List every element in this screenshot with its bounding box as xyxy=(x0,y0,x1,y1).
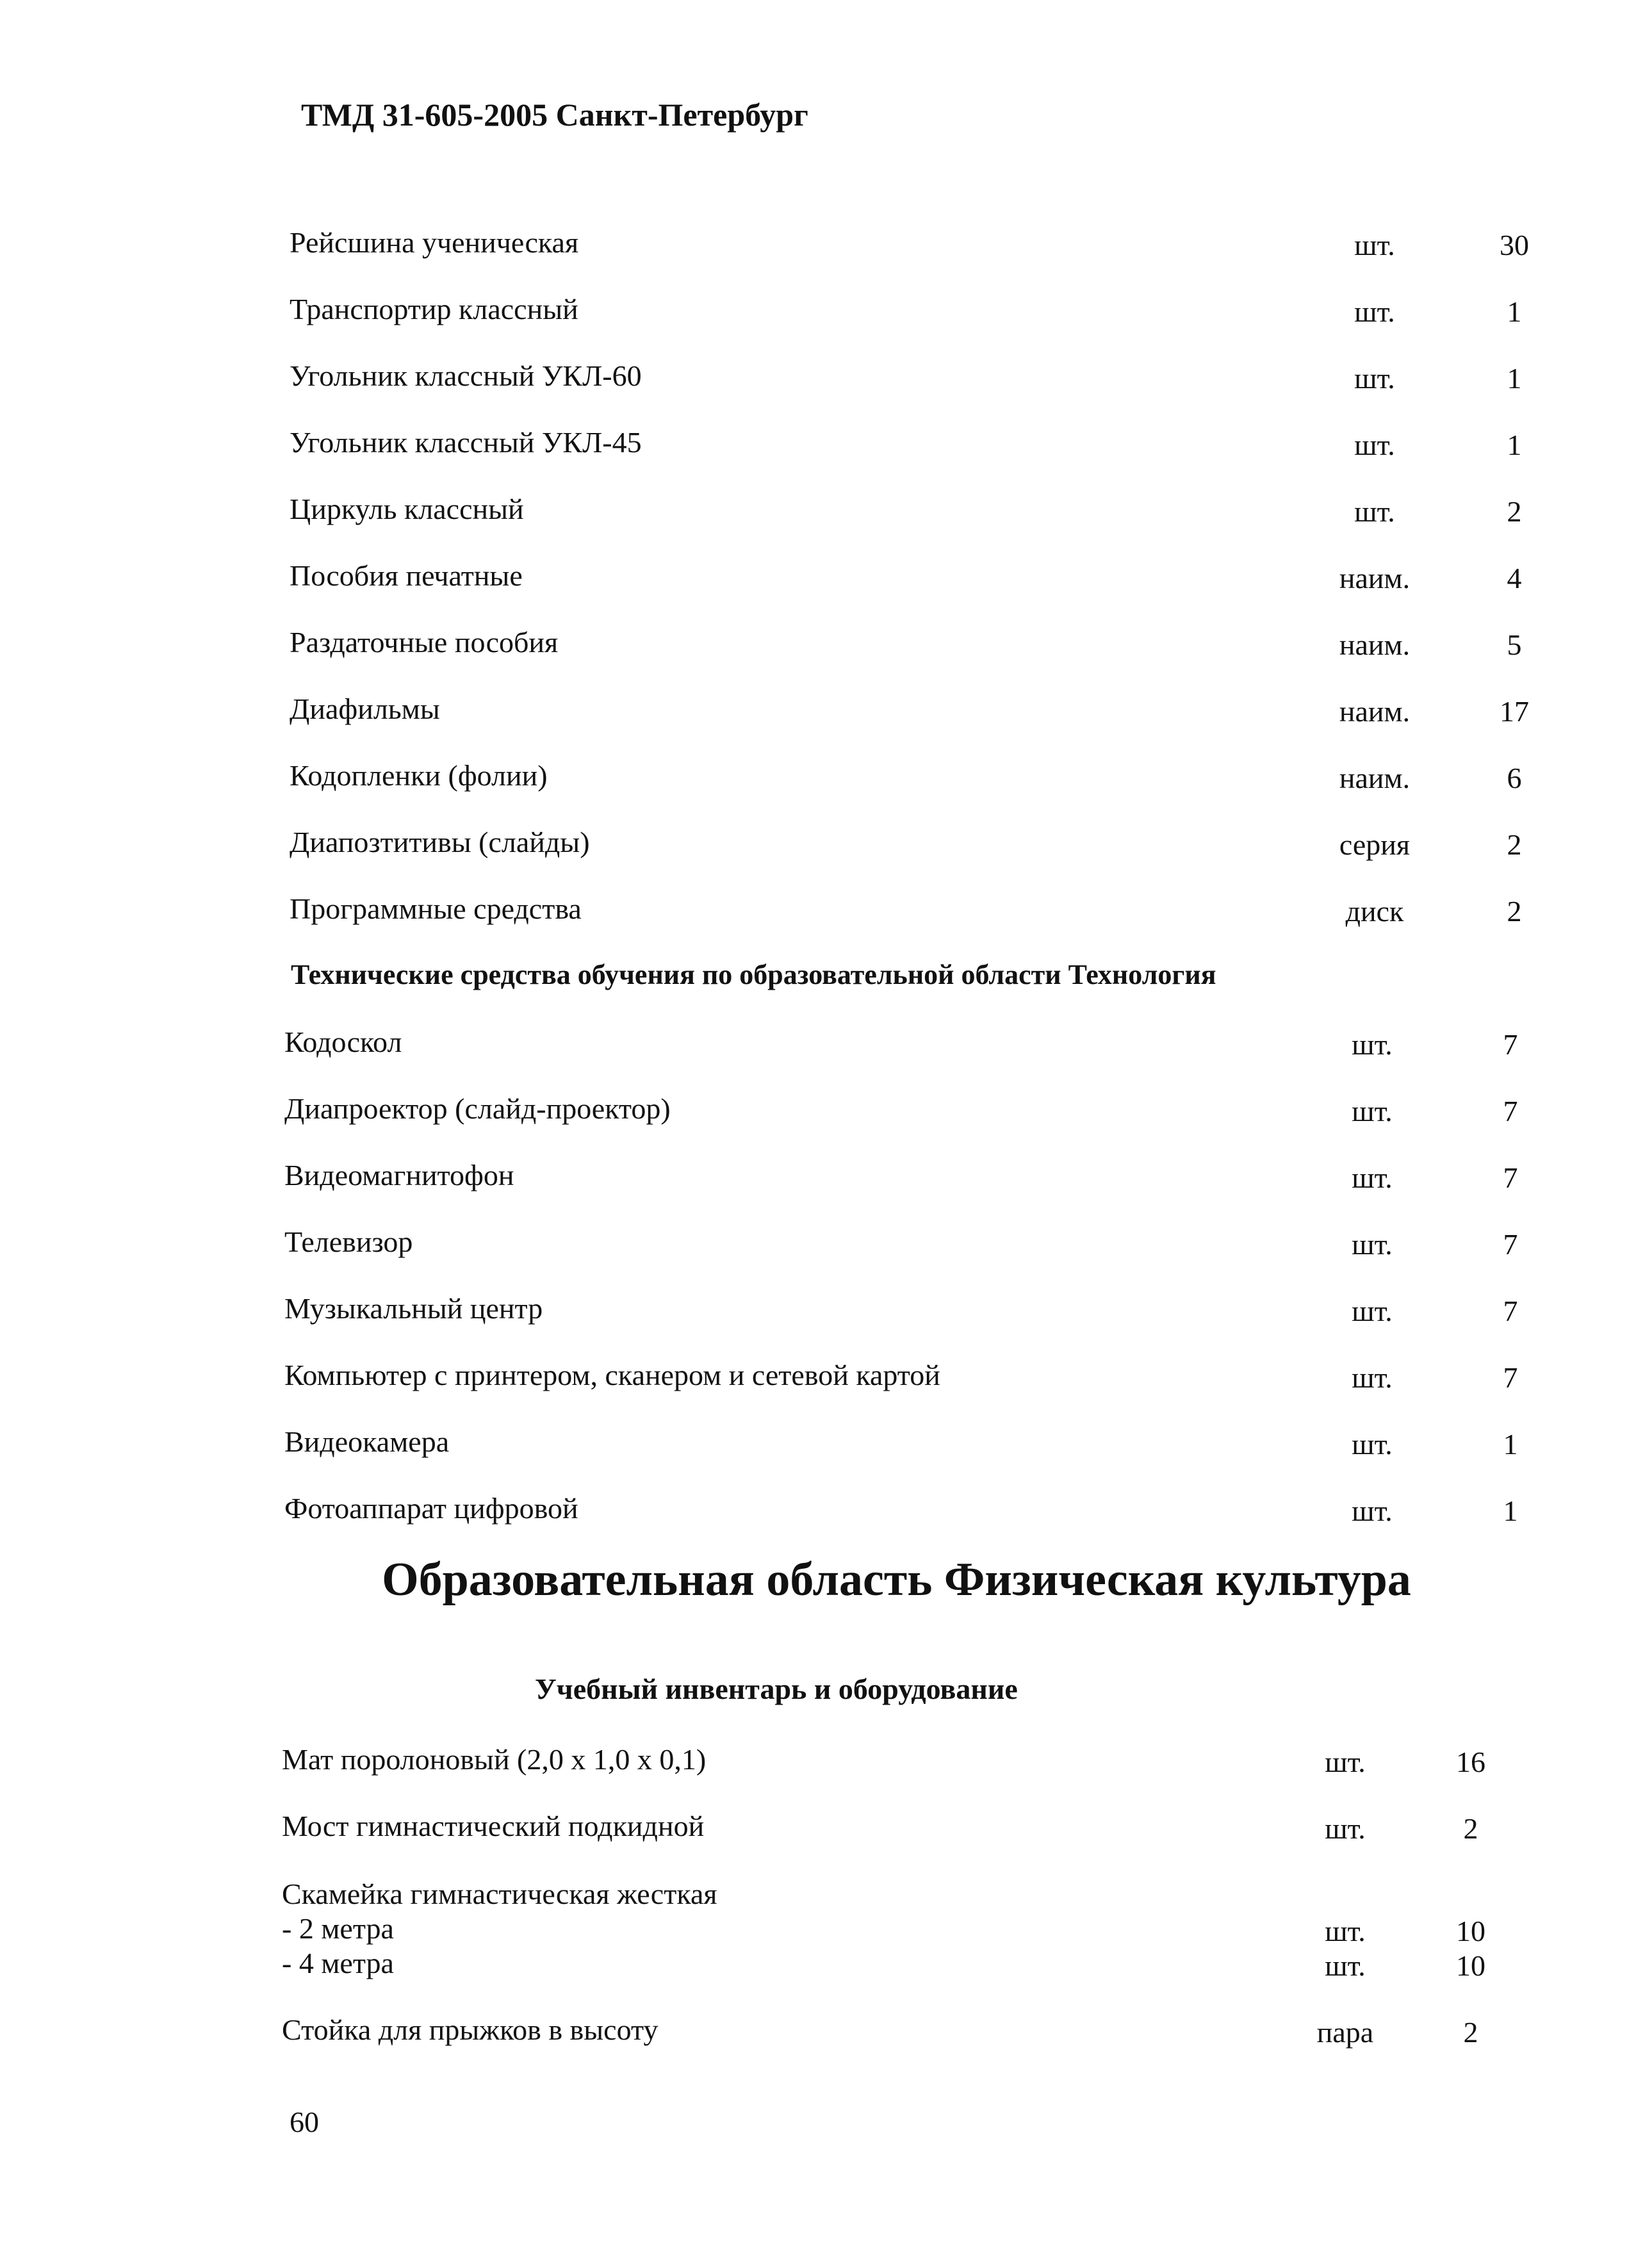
section-title: Образовательная область Физическая культура xyxy=(382,1553,1411,1606)
item-unit: серия xyxy=(1339,828,1411,861)
item-unit: шт. xyxy=(1325,1915,1366,1947)
item-qty: 7 xyxy=(1503,1028,1518,1061)
item-unit: шт. xyxy=(1354,362,1395,395)
item-unit: шт. xyxy=(1352,1295,1393,1327)
item-name: Мат поролоновый (2,0 х 1,0 х 0,1) xyxy=(282,1743,707,1776)
item-qty: 1 xyxy=(1503,1428,1518,1461)
list-item xyxy=(0,1225,1652,1263)
item-unit: диск xyxy=(1345,895,1404,928)
list-item xyxy=(0,892,1652,930)
item-name: Скамейка гимнастическая жесткая xyxy=(282,1878,717,1910)
list-item xyxy=(0,625,1652,664)
item-unit: наим. xyxy=(1339,628,1411,661)
item-unit: шт. xyxy=(1352,1028,1393,1061)
list-item xyxy=(0,1092,1652,1130)
item-unit: шт. xyxy=(1354,495,1395,528)
list-item xyxy=(0,2013,1652,2051)
item-unit: шт. xyxy=(1352,1428,1393,1461)
item-name: Рейсшина ученическая xyxy=(290,226,579,259)
list-item xyxy=(0,359,1652,397)
list-item xyxy=(0,225,1652,264)
item-name: Диафильмы xyxy=(290,692,440,725)
tech-section-heading: Технические средства обучения по образовательной области Технология xyxy=(291,959,1216,990)
item-qty: 2 xyxy=(1507,828,1522,861)
item-qty: 1 xyxy=(1503,1494,1518,1527)
item-unit: наим. xyxy=(1339,562,1411,594)
item-name: Компьютер с принтером, сканером и сетевой картой xyxy=(284,1359,940,1391)
list-item xyxy=(0,292,1652,331)
item-qty: 5 xyxy=(1507,628,1522,661)
item-qty: 4 xyxy=(1507,562,1522,594)
item-unit: пара xyxy=(1316,2016,1374,2049)
item-qty: 2 xyxy=(1463,1812,1478,1845)
item-unit: шт. xyxy=(1354,295,1395,328)
item-name: Угольник классный УКЛ-60 xyxy=(290,359,642,392)
item-unit: наим. xyxy=(1339,762,1411,794)
item-name: Программные средства xyxy=(290,892,582,925)
item-unit: шт. xyxy=(1354,229,1395,261)
item-unit: шт. xyxy=(1352,1095,1393,1127)
list-item xyxy=(0,1742,1652,1781)
list-item xyxy=(0,1158,1652,1197)
item-unit: шт. xyxy=(1354,429,1395,461)
item-unit: шт. xyxy=(1325,1812,1366,1845)
item-name: - 2 метра xyxy=(282,1912,394,1945)
item-name: Транспортир классный xyxy=(290,293,578,325)
list-item xyxy=(0,1425,1652,1463)
item-name: Стойка для прыжков в высоту xyxy=(282,2013,658,2046)
item-name: Пособия печатные xyxy=(290,559,523,592)
list-item xyxy=(0,1809,1652,1847)
item-name: Видеомагнитофон xyxy=(284,1159,514,1191)
item-qty: 10 xyxy=(1456,1915,1485,1947)
list-item xyxy=(0,1291,1652,1330)
item-name: Фотоаппарат цифровой xyxy=(284,1492,578,1525)
item-unit: наим. xyxy=(1339,695,1411,728)
item-qty: 30 xyxy=(1500,229,1529,261)
item-name: Мост гимнастический подкидной xyxy=(282,1810,705,1842)
list-item xyxy=(0,425,1652,464)
page-number: 60 xyxy=(290,2106,319,2138)
item-qty: 2 xyxy=(1507,495,1522,528)
item-qty: 17 xyxy=(1500,695,1529,728)
item-name: Кодопленки (фолии) xyxy=(290,759,548,792)
item-qty: 1 xyxy=(1507,295,1522,328)
list-item xyxy=(0,1358,1652,1396)
item-unit: шт. xyxy=(1325,1949,1366,1982)
list-item xyxy=(0,825,1652,863)
item-unit: шт. xyxy=(1352,1228,1393,1261)
item-qty: 6 xyxy=(1507,762,1522,794)
item-qty: 7 xyxy=(1503,1295,1518,1327)
item-qty: 7 xyxy=(1503,1228,1518,1261)
item-unit: шт. xyxy=(1352,1361,1393,1394)
item-name: Видеокамера xyxy=(284,1425,450,1458)
item-unit: шт. xyxy=(1352,1494,1393,1527)
item-name: Кодоскол xyxy=(284,1026,402,1058)
list-item xyxy=(0,492,1652,530)
document-header: ТМД 31-605-2005 Санкт-Петербург xyxy=(301,97,808,133)
item-qty: 16 xyxy=(1456,1746,1485,1778)
item-qty: 7 xyxy=(1503,1161,1518,1194)
list-item xyxy=(0,692,1652,730)
item-qty: 7 xyxy=(1503,1361,1518,1394)
item-unit: шт. xyxy=(1325,1746,1366,1778)
item-name: Раздаточные пособия xyxy=(290,626,559,659)
item-qty: 2 xyxy=(1507,895,1522,928)
item-name: Музыкальный центр xyxy=(284,1292,543,1325)
item-qty: 1 xyxy=(1507,429,1522,461)
item-name: Угольник классный УКЛ-45 xyxy=(290,426,642,459)
item-qty: 2 xyxy=(1463,2016,1478,2049)
list-item xyxy=(0,1911,1652,1950)
item-name: Диапозтитивы (слайды) xyxy=(290,826,590,858)
list-item xyxy=(0,1491,1652,1530)
item-name: Циркуль классный xyxy=(290,493,524,525)
item-qty: 1 xyxy=(1507,362,1522,395)
list-item xyxy=(0,1025,1652,1063)
item-unit: шт. xyxy=(1352,1161,1393,1194)
item-name: - 4 метра xyxy=(282,1947,394,1979)
inventory-heading: Учебный инвентарь и оборудование xyxy=(535,1673,1018,1705)
list-item xyxy=(0,1877,1652,1915)
item-name: Телевизор xyxy=(284,1225,413,1258)
item-qty: 10 xyxy=(1456,1949,1485,1982)
list-item xyxy=(0,1946,1652,1985)
item-name: Диапроектор (слайд-проектор) xyxy=(284,1092,671,1125)
list-item xyxy=(0,559,1652,597)
item-qty: 7 xyxy=(1503,1095,1518,1127)
list-item xyxy=(0,758,1652,797)
